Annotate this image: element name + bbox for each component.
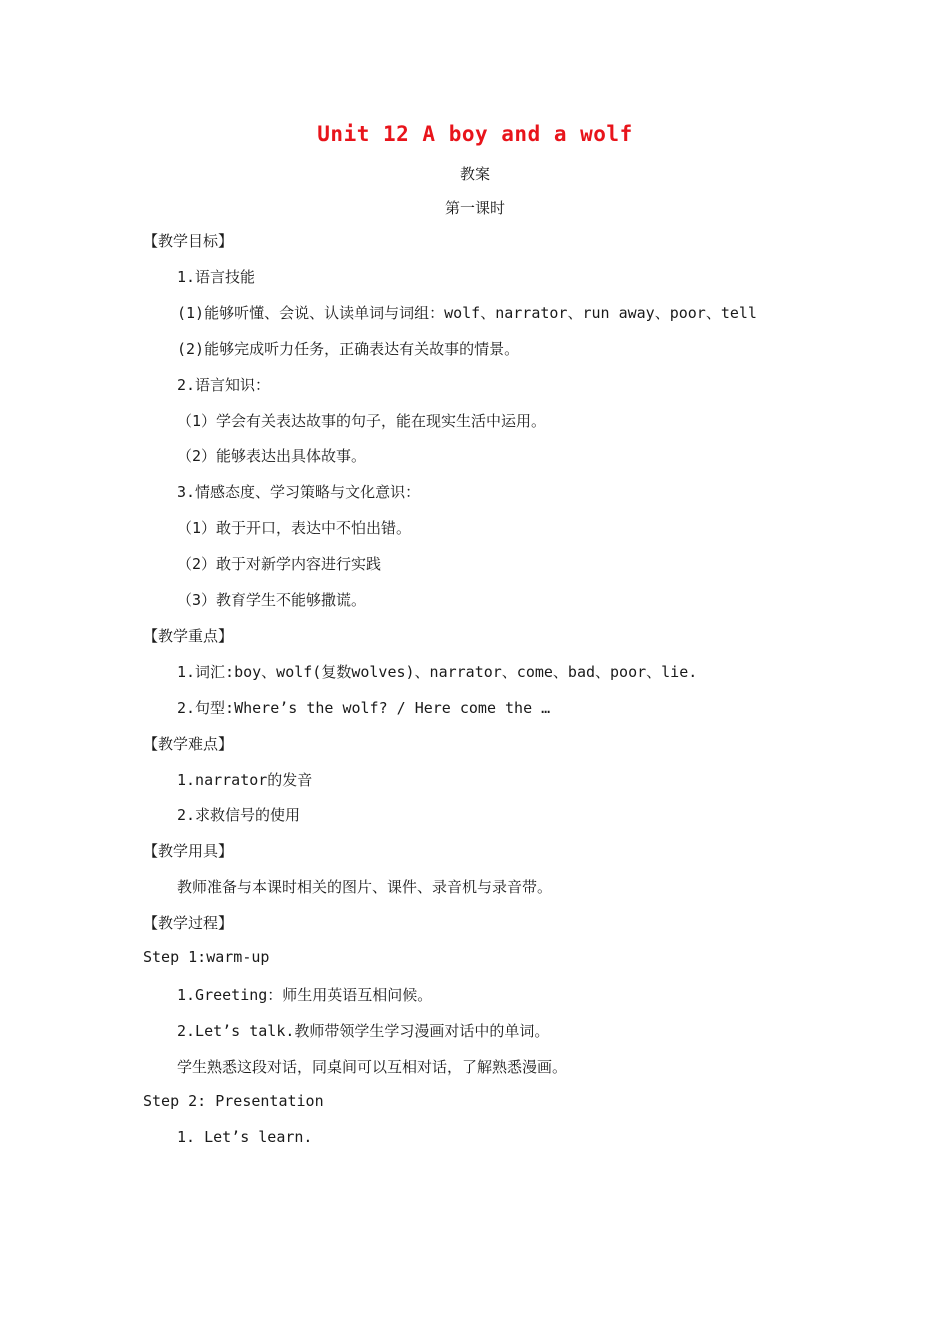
body-line: 1.语言技能 — [177, 267, 256, 286]
body-line: 3.情感态度、学习策略与文化意识： — [177, 483, 421, 502]
body-line: 教师准备与本课时相关的图片、课件、录音机与录音带。 — [177, 878, 553, 897]
step-heading: Step 1:warm-up — [143, 948, 270, 966]
body-line: 2.语言知识： — [177, 375, 271, 394]
body-line: (1)能够听懂、会说、认读单词与词组：wolf、narrator、run away、poor、tell — [177, 303, 757, 322]
section-heading: 【教学难点】 — [143, 734, 234, 753]
body-line: （2）敢于对新学内容进行实践 — [177, 555, 382, 574]
section-heading: 【教学目标】 — [143, 232, 234, 250]
body-line: 2.句型:Where’s the wolf? / Here come the … — [177, 698, 551, 717]
body-line: 1.Greeting：师生用英语互相问候。 — [177, 985, 433, 1004]
body-line: （1）敢于开口，表达中不怕出错。 — [177, 519, 412, 538]
body-line: 1.narrator的发音 — [177, 770, 313, 789]
body-line: 1.词汇:boy、wolf(复数wolves)、narrator、come、bad、poor、lie. — [177, 662, 698, 681]
body-line: 学生熟悉这段对话，同桌间可以互相对话，了解熟悉漫画。 — [177, 1057, 568, 1076]
body-line: （2）能够表达出具体故事。 — [177, 447, 367, 466]
section-heading: 【教学过程】 — [143, 914, 234, 933]
lesson-label: 第一课时 — [444, 199, 505, 217]
document-subtitle: 教案 — [459, 165, 490, 183]
body-line: （1）学会有关表达故事的句子，能在现实生活中运用。 — [177, 411, 547, 430]
step-heading: Step 2: Presentation — [143, 1091, 324, 1110]
document-title: Unit 12 A boy and a wolf — [317, 122, 633, 146]
section-heading: 【教学用具】 — [143, 842, 234, 861]
body-line: 2.Let’s talk.教师带领学生学习漫画对话中的单词。 — [177, 1021, 550, 1040]
body-line: 1. Let’s learn. — [177, 1127, 313, 1146]
body-line: (2)能够完成听力任务，正确表达有关故事的情景。 — [177, 339, 520, 358]
body-line: 2.求救信号的使用 — [177, 806, 301, 825]
section-heading: 【教学重点】 — [143, 626, 234, 645]
body-line: （3）教育学生不能够撒谎。 — [177, 591, 367, 609]
